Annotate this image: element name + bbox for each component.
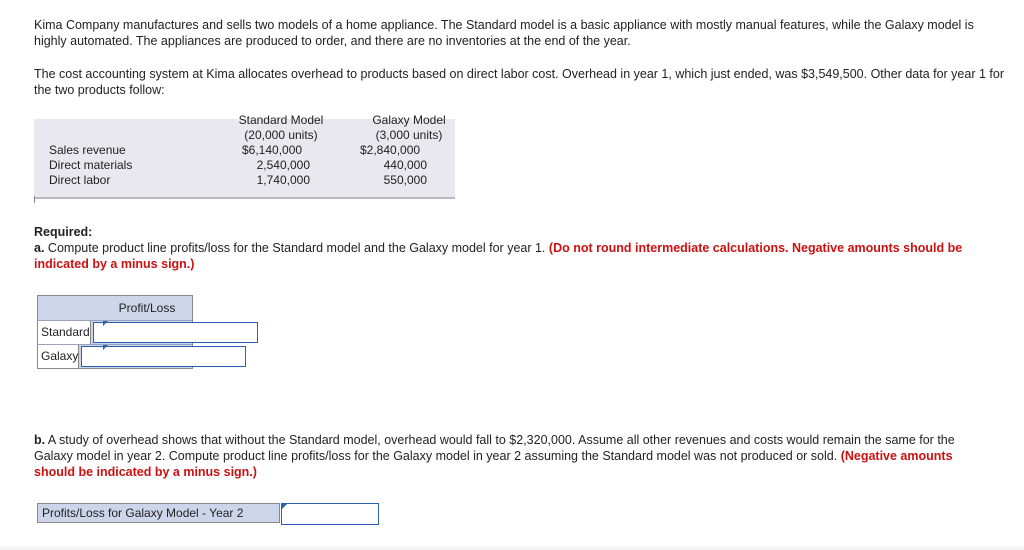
grid-row-standard (38, 320, 192, 344)
standard-input-flag-icon (103, 321, 108, 326)
cell-galaxy-labor: 550,000 (383, 173, 427, 187)
cell-standard-materials: 2,540,000 (256, 158, 310, 172)
col-header-standard-units: (20,000 units) (244, 128, 318, 142)
part-a-note: (Do not round intermediate calculations. Negative amounts should be indicated by a minus sign.) (34, 241, 963, 271)
cell-standard-sales: $6,140,000 (242, 143, 303, 157)
grid-row-galaxy (38, 344, 192, 368)
intro-paragraph-2 (34, 66, 1014, 98)
bottom-edge (0, 544, 1024, 550)
intro-text-2: The cost accounting system at Kima allocates overhead to products based on direct labor cost. Overhead in year 1, which just ended, was $3,549,500. Other data for year 1 for the two products follow: (34, 67, 1004, 97)
required-heading: Required: (34, 225, 93, 239)
row-label-sales: Sales revenue (49, 143, 126, 157)
col-header-galaxy-name: Galaxy Model (372, 113, 446, 127)
intro-paragraph-1 (34, 17, 994, 49)
grid-header-profit-loss: Profit/Loss (118, 301, 176, 315)
galaxy-year2-flag-icon (282, 504, 287, 509)
cell-galaxy-materials: 440,000 (383, 158, 427, 172)
part-b-note: (Negative amounts should be indicated by a minus sign.) (34, 449, 953, 479)
part-b-instructions: b. A study of overhead shows that without the Standard model, overhead would fall to $2,320,000. Assume all other revenues and costs would remain the same for the Galaxy model in year 2. Compute product line profits/loss for the Galaxy model in year 2 assuming the Standard model was not produced or sold. (Negative amounts should be indicated by a minus sign.) (34, 433, 955, 479)
product-data-table (34, 113, 455, 199)
galaxy-year2-label: Profits/Loss for Galaxy Model - Year 2 (37, 503, 280, 523)
col-header-standard-name: Standard Model (238, 113, 324, 127)
row-label-labor: Direct labor (49, 173, 111, 187)
col-header-galaxy-units: (3,000 units) (375, 128, 443, 142)
grid-row-label-standard: Standard (38, 321, 91, 344)
grid-row-label-galaxy: Galaxy (38, 345, 79, 368)
table-divider-tick (34, 196, 35, 203)
galaxy-year2-input[interactable] (281, 503, 379, 525)
standard-profit-input[interactable] (93, 322, 258, 343)
row-label-materials: Direct materials (49, 158, 133, 172)
cell-galaxy-sales: $2,840,000 (360, 143, 421, 157)
cell-standard-labor: 1,740,000 (256, 173, 310, 187)
galaxy-input-flag-icon (103, 345, 108, 350)
profit-loss-grid (37, 295, 193, 369)
part-a-instructions: a. Compute product line profits/loss for the Standard model and the Galaxy model for year 1. (Do not round intermediate calculations. Negative amounts should be indicated by a minus sign.) (34, 241, 963, 271)
intro-text-1: Kima Company manufactures and sells two models of a home appliance. The Standard model is a basic appliance with mostly manual features, while the Galaxy model is highly automated. The appliances are produced to order, and there are no inventories at the end of the year. (34, 18, 974, 48)
